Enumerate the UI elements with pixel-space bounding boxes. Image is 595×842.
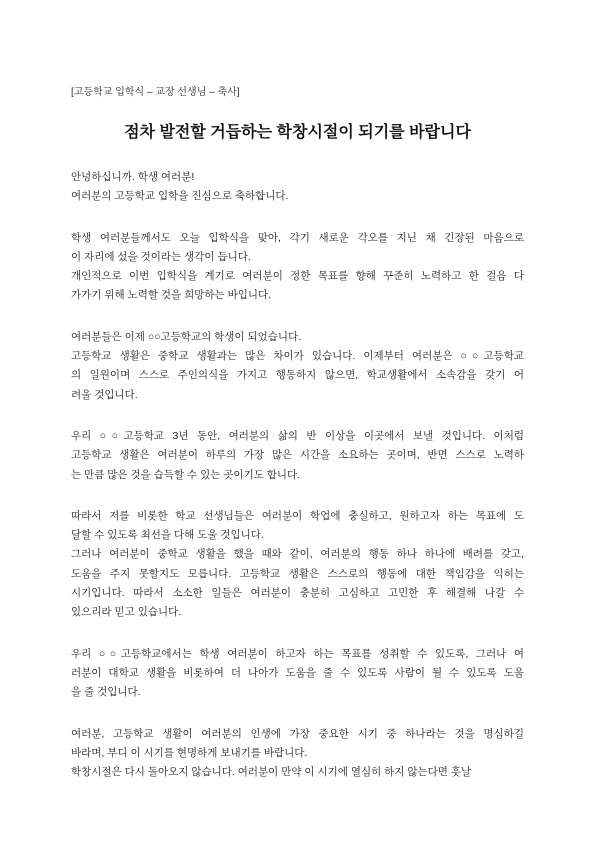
text-line: 여러분, 고등학교 생활이 여러분의 인생에 가장 중요한 시기 중 하나라는 것을 명심하길 <box>71 727 524 740</box>
text-line: 여러분의 고등학교 입학을 진심으로 축하합니다. <box>71 190 289 203</box>
text-block <box>71 328 524 405</box>
text-block <box>71 645 524 703</box>
document-header: [고등학교 입학식 – 교장 선생님 – 축사] <box>71 87 240 98</box>
text-line: 학창시절은 다시 돌아오지 않습니다. 여러분이 만약 이 시기에 열심히 하지 않는다면 훗날 <box>71 766 472 779</box>
text-line: 안녕하십니까. 학생 여러분! <box>71 171 195 183</box>
paragraph <box>71 645 524 703</box>
paragraph <box>71 725 524 764</box>
paragraph <box>71 229 524 268</box>
paragraph <box>71 168 524 187</box>
text-block <box>71 507 524 623</box>
text-block <box>71 168 524 207</box>
text-block <box>71 427 524 485</box>
text-line: 도움을 주지 못할지도 모릅니다. 고등학교 생활은 스스로의 행동에 대한 책임감을 익히는 <box>71 567 524 580</box>
text-line: 려울 것입니다. <box>71 388 138 401</box>
text-line: 우리 ○○고등학교에서는 학생 여러분이 하고자 하는 목표를 성취할 수 있도록, 그러나 여 <box>71 647 524 660</box>
paragraph <box>71 187 524 206</box>
text-line: 이 자리에 섰을 것이라는 생각이 듭니다. <box>71 250 251 263</box>
text-line: 있으리라 믿고 있습니다. <box>71 606 182 619</box>
text-line: 는 만큼 많은 것을 습득할 수 있는 곳이기도 합니다. <box>71 468 301 481</box>
text-line: 고등학교 생활은 중학교 생활과는 많은 차이가 있습니다. 이제부터 여러분은 ○○고등학교 <box>71 350 524 363</box>
text-line: 시기입니다. 따라서 소소한 일들은 여러분이 충분히 고심하고 고민한 후 해결해 나갈 수 <box>71 587 524 600</box>
paragraph <box>71 347 524 405</box>
paragraph <box>71 507 524 546</box>
text-line: 바라며, 부디 이 시기를 현명하게 보내기를 바랍니다. <box>71 746 308 759</box>
text-line: 을 줄 것입니다. <box>71 686 141 699</box>
text-block <box>71 229 524 306</box>
paragraph <box>71 267 524 306</box>
text-line: 고등학교 생활은 여러분이 하루의 가장 많은 시간을 소요하는 곳이며, 반면 스스로 노력하 <box>71 449 524 462</box>
text-line: 러분이 대학교 생활을 비롯하여 더 나아가 도움을 줄 수 있도록 사람이 될 수 있도록 도움 <box>71 666 524 679</box>
text-line: 달할 수 있도록 최선을 다해 도울 것입니다. <box>71 529 264 542</box>
text-line: 가가기 위해 노력할 것을 희망하는 바입니다. <box>71 289 272 302</box>
paragraph <box>71 427 524 485</box>
text-line: 우리 ○○고등학교 3년 동안, 여러분의 삶의 반 이상을 이곳에서 보낼 것입니다. 이처럼 <box>71 429 524 442</box>
text-line: 학생 여러분들께서도 오늘 입학식을 맞아, 각기 새로운 각오를 지닌 채 긴장된 마음으로 <box>71 231 524 244</box>
text-line: 개인적으로 이번 입학식을 계기로 여러분이 정한 목표를 향해 꾸준히 노력하고 한 걸음 다 <box>71 270 524 283</box>
paragraph <box>71 545 524 622</box>
text-line: 따라서 저를 비롯한 학교 선생님들은 여러분이 학업에 충실하고, 원하고자 하는 목표에 도 <box>71 509 524 522</box>
text-line: 그러나 여러분이 중학교 생활을 했을 때와 같이, 여러분의 행동 하나 하나에 배려를 갖고, <box>71 548 524 561</box>
paragraph <box>71 328 524 347</box>
text-line: 여러분들은 이제 ○○고등학교의 학생이 되었습니다. <box>71 330 302 343</box>
document-body <box>71 168 524 782</box>
document-title: 점차 발전할 거듭하는 학창시절이 되기를 바랍니다 <box>124 124 471 141</box>
text-block <box>71 725 524 783</box>
paragraph <box>71 763 524 782</box>
text-line: 의 일원이며 스스로 주인의식을 가지고 행동하지 않으면, 학교생활에서 소속감을 갖기 어 <box>71 369 524 382</box>
